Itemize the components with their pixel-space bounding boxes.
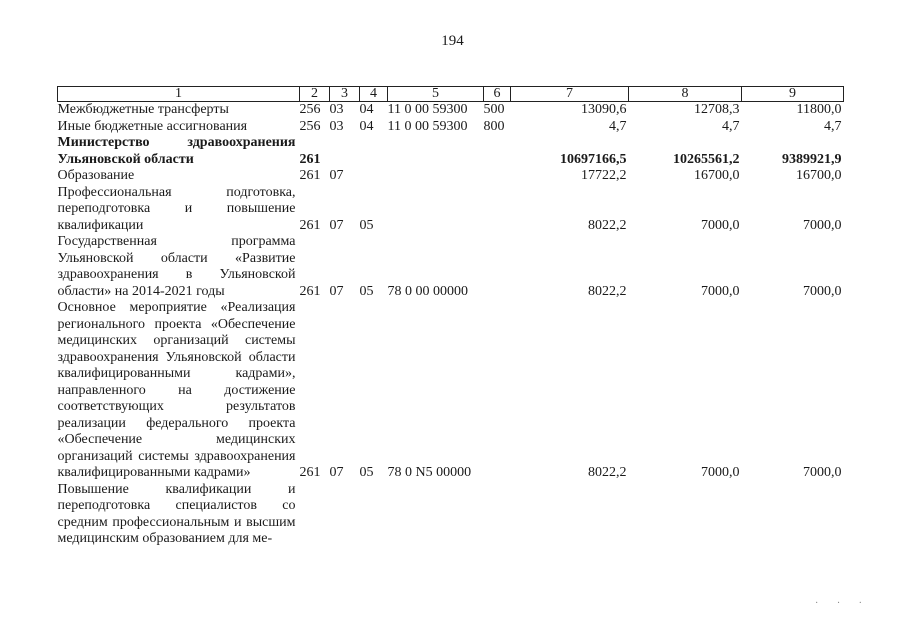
- row-name: Министерство здравоохранения Ульяновской области: [57, 135, 296, 167]
- cell-subsection: 05: [359, 283, 374, 299]
- cell-section: 07: [329, 217, 344, 233]
- cell-amount-9: 9389921,9: [782, 151, 842, 167]
- cell-amount-7: 13090,6: [581, 102, 627, 117]
- cell-section: 07: [329, 283, 344, 299]
- table-row: [58, 300, 844, 482]
- row-name: Профессиональная подготовка, переподготовка и повышение квалификации: [57, 184, 296, 233]
- column-header: 4: [360, 87, 388, 102]
- row-name: Иные бюджетные ассигнования: [57, 118, 248, 134]
- cell-expense-type: [484, 168, 511, 185]
- cell-amount-8: [629, 482, 742, 548]
- cell-target-article: [388, 185, 484, 235]
- cell-code: 261: [299, 168, 321, 183]
- scan-marks: · · ·: [815, 598, 870, 609]
- cell-subsection: 04: [359, 102, 374, 117]
- row-name: Основное мероприятие «Реализация регионального проекта «Обеспечение медицинских организаций системы здравоохранения Ульяновской области квалифицированными кадрами», направленного на достижение соответствующих результатов реализации федерального проекта «Обеспечение медицинских организаций системы здравоохранения квалифицированными кадрами»: [57, 300, 296, 480]
- cell-expense-type: [484, 234, 511, 300]
- cell-code: 261: [299, 465, 321, 480]
- cell-code: [300, 482, 330, 548]
- cell-target-article: [388, 482, 484, 548]
- cell-expense-type: 800: [483, 118, 505, 134]
- cell-code: 261: [299, 151, 321, 167]
- row-name: Межбюджетные трансферты: [57, 102, 229, 117]
- cell-amount-8: 7000,0: [701, 217, 740, 233]
- cell-target-article: [388, 168, 484, 185]
- cell-subsection: [360, 482, 388, 548]
- cell-expense-type: [484, 185, 511, 235]
- column-header: 6: [484, 87, 511, 102]
- cell-code: 261: [299, 217, 321, 233]
- cell-expense-type: [484, 300, 511, 482]
- cell-amount-7: 17722,2: [581, 168, 627, 183]
- cell-amount-7: 10697166,5: [560, 151, 627, 167]
- cell-target-article: 11 0 00 59300: [387, 118, 468, 134]
- cell-subsection: [360, 168, 388, 185]
- cell-amount-8: 4,7: [722, 118, 740, 134]
- cell-target-article: 78 0 00 00000: [387, 283, 468, 299]
- cell-section: 07: [329, 465, 344, 480]
- cell-amount-8: 10265561,2: [673, 151, 740, 167]
- column-header: 2: [300, 87, 330, 102]
- cell-amount-9: 7000,0: [803, 465, 842, 480]
- cell-code: 261: [299, 283, 321, 299]
- column-header: 5: [388, 87, 484, 102]
- cell-amount-7: 8022,2: [588, 283, 627, 299]
- cell-expense-type: [484, 482, 511, 548]
- cell-amount-7: 8022,2: [588, 465, 627, 480]
- cell-subsection: [360, 135, 388, 168]
- cell-expense-type: [484, 135, 511, 168]
- cell-target-article: [388, 135, 484, 168]
- cell-amount-9: 4,7: [824, 118, 842, 134]
- budget-table: [57, 86, 844, 548]
- cell-amount-9: 7000,0: [803, 283, 842, 299]
- table-row: [58, 168, 844, 185]
- cell-amount-8: 12708,3: [694, 102, 740, 117]
- cell-amount-7: 4,7: [609, 118, 627, 134]
- cell-section: [330, 482, 360, 548]
- cell-section: 03: [329, 102, 344, 117]
- table-row: [58, 482, 844, 548]
- budget-table-container: [57, 86, 843, 548]
- page-number: 194: [441, 33, 464, 49]
- cell-subsection: 05: [359, 217, 374, 233]
- cell-section: [330, 135, 360, 168]
- cell-amount-9: 16700,0: [796, 168, 842, 183]
- column-number-header-row: [58, 87, 844, 102]
- row-name: Образование: [57, 168, 135, 183]
- cell-subsection: 05: [359, 465, 374, 480]
- cell-amount-8: 7000,0: [701, 283, 740, 299]
- cell-target-article: 78 0 N5 00000: [387, 465, 472, 480]
- table-row: [58, 185, 844, 235]
- cell-target-article: 11 0 00 59300: [387, 102, 468, 117]
- column-header: 8: [629, 87, 742, 102]
- row-name: Повышение квалификации и переподготовка специалистов со средним профессиональным и высшим медицинским образованием для ме-: [57, 481, 296, 546]
- cell-code: 256: [299, 118, 321, 134]
- cell-amount-8: 7000,0: [701, 465, 740, 480]
- cell-amount-7: 8022,2: [588, 217, 627, 233]
- row-name: Государственная программа Ульяновской области «Развитие здравоохранения в Ульяновской области» на 2014-2021 годы: [57, 234, 296, 299]
- cell-section: 03: [329, 118, 344, 134]
- table-row: [58, 119, 844, 136]
- column-header: 3: [330, 87, 360, 102]
- cell-subsection: 04: [359, 118, 374, 134]
- column-header: 9: [742, 87, 844, 102]
- cell-amount-8: 16700,0: [694, 168, 740, 183]
- cell-amount-7: [511, 482, 629, 548]
- cell-amount-9: 11800,0: [796, 102, 842, 117]
- cell-section: 07: [329, 168, 344, 183]
- table-row: [58, 234, 844, 300]
- cell-amount-9: [742, 482, 844, 548]
- column-header: 1: [58, 87, 300, 102]
- column-header: 7: [511, 87, 629, 102]
- table-row: [58, 102, 844, 119]
- cell-amount-9: 7000,0: [803, 217, 842, 233]
- cell-expense-type: 500: [483, 102, 505, 117]
- cell-code: 256: [299, 102, 321, 117]
- table-row: [58, 135, 844, 168]
